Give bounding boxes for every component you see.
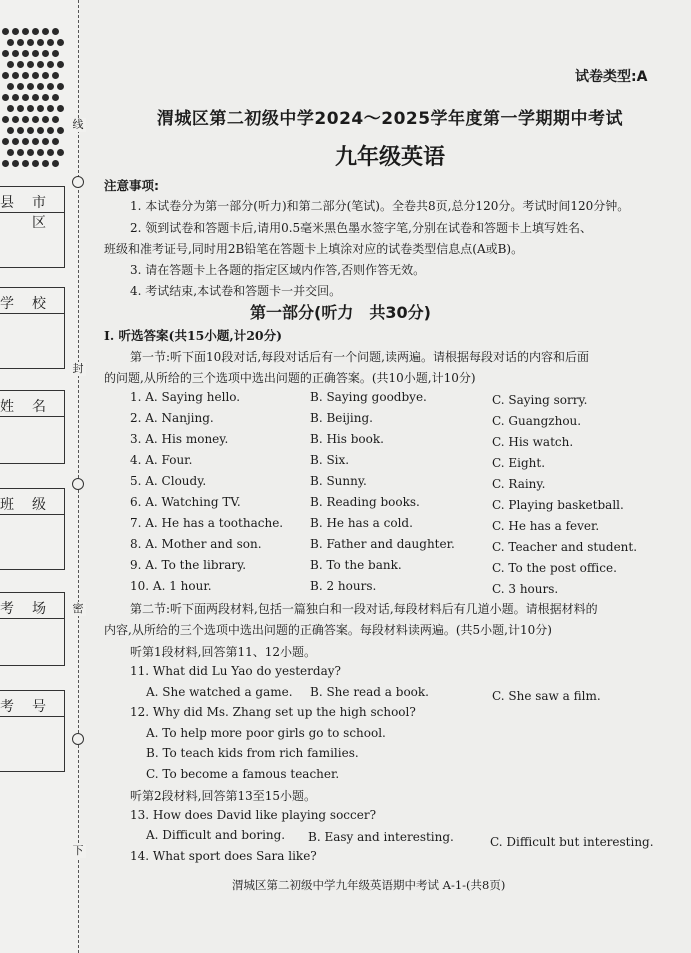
field-class-box xyxy=(0,514,64,515)
binding-hole xyxy=(2,160,9,167)
binding-hole xyxy=(2,94,9,101)
part1-heading: 第一部分(听力 共30分) xyxy=(250,303,431,322)
section2-intro: 第二节:听下面两段材料,包括一篇独白和一段对话,每段材料后有几道小题。请根据材料的 xyxy=(130,602,598,616)
question-2-option-a: 2. A. Nanjing. xyxy=(130,411,214,425)
binding-hole xyxy=(27,83,34,90)
binding-hole xyxy=(52,116,59,123)
option: C. She saw a film. xyxy=(492,689,601,703)
binding-hole xyxy=(12,50,19,57)
page-footer: 渭城区第二初级中学九年级英语期中考试 A-1-(共8页) xyxy=(232,878,506,892)
binding-hole xyxy=(17,83,24,90)
field-room xyxy=(0,592,65,666)
binding-hole xyxy=(47,83,54,90)
binding-hole xyxy=(42,116,49,123)
question-6-option-a: 6. A. Watching TV. xyxy=(130,495,241,509)
note-item: 班级和准考证号,同时用2B铅笔在答题卡上填涂对应的试卷类型信息点(A或B)。 xyxy=(104,242,524,256)
question-12: 12. Why did Ms. Zhang set up the high school? xyxy=(130,705,416,719)
binding-hole xyxy=(42,50,49,57)
field-name-box xyxy=(0,416,64,417)
question-1-option-b: B. Saying goodbye. xyxy=(310,390,427,404)
question-14: 14. What sport does Sara like? xyxy=(130,849,317,863)
question-8-option-a: 8. A. Mother and son. xyxy=(130,537,262,551)
cut-circle xyxy=(72,478,84,490)
cut-mark-line: 线 xyxy=(70,118,86,132)
section1-intro: 第一节:听下面10段对话,每段对话后有一个问题,读两遍。请根据每段对话的内容和后面 xyxy=(130,350,589,364)
question-11: 11. What did Lu Yao do yesterday? xyxy=(130,664,341,678)
paper-type: 试卷类型:A xyxy=(575,69,648,85)
question-2-option-b: B. Beijing. xyxy=(310,411,373,425)
binding-strip xyxy=(0,0,84,953)
question-5-option-c: C. Rainy. xyxy=(492,477,546,491)
option: C. Difficult but interesting. xyxy=(490,835,654,849)
binding-hole xyxy=(52,72,59,79)
cut-mark-down: 下 xyxy=(70,844,86,858)
binding-hole xyxy=(22,94,29,101)
binding-hole xyxy=(32,94,39,101)
question-3-option-b: B. His book. xyxy=(310,432,384,446)
binding-hole xyxy=(47,61,54,68)
binding-hole xyxy=(37,105,44,112)
field-class xyxy=(0,488,65,570)
binding-hole xyxy=(12,138,19,145)
binding-hole xyxy=(32,50,39,57)
binding-hole xyxy=(2,50,9,57)
binding-hole xyxy=(32,72,39,79)
field-school xyxy=(0,287,65,369)
binding-hole xyxy=(7,61,14,68)
binding-hole xyxy=(2,28,9,35)
binding-hole xyxy=(12,94,19,101)
binding-hole xyxy=(47,105,54,112)
binding-hole xyxy=(57,105,64,112)
binding-hole xyxy=(17,127,24,134)
binding-hole xyxy=(52,28,59,35)
binding-hole xyxy=(42,94,49,101)
binding-hole xyxy=(57,39,64,46)
binding-hole xyxy=(42,72,49,79)
binding-hole xyxy=(52,50,59,57)
binding-hole xyxy=(32,28,39,35)
binding-hole xyxy=(57,61,64,68)
binding-hole xyxy=(37,127,44,134)
question-4-option-b: B. Six. xyxy=(310,453,350,467)
question-8-option-c: C. Teacher and student. xyxy=(492,540,638,554)
binding-hole xyxy=(12,160,19,167)
question-3-option-a: 3. A. His money. xyxy=(130,432,229,446)
option: B. Easy and interesting. xyxy=(308,830,454,844)
question-1-option-a: 1. A. Saying hello. xyxy=(130,390,241,404)
cut-mark-secret: 密 xyxy=(70,602,86,616)
question-7-option-b: B. He has a cold. xyxy=(310,516,413,530)
question-10-option-c: C. 3 hours. xyxy=(492,582,559,596)
binding-hole xyxy=(52,160,59,167)
binding-hole xyxy=(42,138,49,145)
binding-hole xyxy=(47,127,54,134)
note-item: 4. 考试结束,本试卷和答题卡一并交回。 xyxy=(130,284,342,298)
question-10-option-a: 10. A. 1 hour. xyxy=(130,579,212,593)
field-name xyxy=(0,390,65,464)
notes-heading: 注意事项: xyxy=(104,178,159,193)
binding-hole xyxy=(42,28,49,35)
binding-hole xyxy=(22,138,29,145)
question-8-option-b: B. Father and daughter. xyxy=(310,537,455,551)
note-item: 1. 本试卷分为第一部分(听力)和第二部分(笔试)。全卷共8页,总分120分。考试时间120分钟。 xyxy=(130,199,630,213)
binding-hole xyxy=(47,39,54,46)
question-5-option-b: B. Sunny. xyxy=(310,474,367,488)
exam-title: 渭城区第二初级中学2024～2025学年度第一学期期中考试 xyxy=(156,109,624,129)
binding-hole xyxy=(12,116,19,123)
section-I-heading: Ⅰ. 听选答案(共15小题,计20分) xyxy=(104,328,283,343)
field-exam-number xyxy=(0,690,65,772)
question-13: 13. How does David like playing soccer? xyxy=(130,808,377,822)
binding-hole xyxy=(12,28,19,35)
material1-instruction: 听第1段材料,回答第11、12小题。 xyxy=(130,645,316,659)
option: A. To help more poor girls go to school. xyxy=(146,726,386,740)
section1-intro: 的问题,从所给的三个选项中选出问题的正确答案。(共10小题,计10分) xyxy=(104,371,476,385)
binding-hole xyxy=(2,72,9,79)
binding-hole xyxy=(37,39,44,46)
field-school-label: 学校 xyxy=(0,296,64,312)
binding-hole xyxy=(32,138,39,145)
field-exam-number-box xyxy=(0,716,64,717)
binding-hole xyxy=(7,105,14,112)
binding-hole xyxy=(22,28,29,35)
binding-hole xyxy=(32,160,39,167)
cut-line xyxy=(78,0,79,953)
question-1-option-c: C. Saying sorry. xyxy=(492,393,588,407)
binding-hole xyxy=(27,105,34,112)
field-name-label: 姓名 xyxy=(0,399,64,415)
field-county xyxy=(0,186,65,268)
question-7-option-c: C. He has a fever. xyxy=(492,519,600,533)
binding-hole xyxy=(12,72,19,79)
binding-hole xyxy=(7,127,14,134)
binding-hole xyxy=(17,61,24,68)
binding-hole xyxy=(27,61,34,68)
binding-hole xyxy=(2,116,9,123)
field-class-label: 班级 xyxy=(0,497,64,513)
material2-instruction: 听第2段材料,回答第13至15小题。 xyxy=(130,789,316,803)
question-4-option-c: C. Eight. xyxy=(492,456,546,470)
note-item: 2. 领到试卷和答题卡后,请用0.5毫米黑色墨水签字笔,分别在试卷和答题卡上填写姓名、 xyxy=(130,221,592,235)
option: B. To teach kids from rich families. xyxy=(146,746,359,760)
binding-hole xyxy=(17,105,24,112)
note-item: 3. 请在答题卡上各题的指定区域内作答,否则作答无效。 xyxy=(130,263,426,277)
question-6-option-b: B. Reading books. xyxy=(310,495,420,509)
binding-hole xyxy=(52,94,59,101)
question-3-option-c: C. His watch. xyxy=(492,435,574,449)
cut-circle xyxy=(72,733,84,745)
binding-hole xyxy=(22,50,29,57)
field-county-box xyxy=(0,212,64,213)
cut-circle xyxy=(72,176,84,188)
field-room-label: 考场 xyxy=(0,601,64,617)
binding-hole xyxy=(7,83,14,90)
binding-hole xyxy=(52,138,59,145)
field-exam-number-label: 考号 xyxy=(0,699,64,715)
option: A. Difficult and boring. xyxy=(146,828,286,842)
binding-hole xyxy=(42,160,49,167)
option: A. She watched a game. xyxy=(146,685,293,699)
binding-hole xyxy=(2,138,9,145)
section2-intro: 内容,从所给的三个选项中选出问题的正确答案。每段材料读两遍。(共5小题,计10分) xyxy=(104,623,552,637)
binding-hole xyxy=(27,149,34,156)
binding-hole xyxy=(22,160,29,167)
binding-hole xyxy=(17,149,24,156)
binding-hole xyxy=(47,149,54,156)
binding-hole xyxy=(7,149,14,156)
binding-hole xyxy=(57,149,64,156)
binding-hole xyxy=(37,61,44,68)
binding-hole xyxy=(57,127,64,134)
field-school-box xyxy=(0,313,64,314)
binding-hole xyxy=(37,83,44,90)
option: B. She read a book. xyxy=(310,685,429,699)
field-room-box xyxy=(0,618,64,619)
binding-hole xyxy=(27,39,34,46)
question-9-option-b: B. To the bank. xyxy=(310,558,402,572)
binding-hole xyxy=(57,83,64,90)
binding-hole xyxy=(7,39,14,46)
question-9-option-a: 9. A. To the library. xyxy=(130,558,247,572)
question-7-option-a: 7. A. He has a toothache. xyxy=(130,516,284,530)
question-2-option-c: C. Guangzhou. xyxy=(492,414,582,428)
binding-holes xyxy=(2,28,64,178)
binding-hole xyxy=(37,149,44,156)
question-9-option-c: C. To the post office. xyxy=(492,561,617,575)
field-county-label: 县市区 xyxy=(0,195,64,231)
cut-mark-seal: 封 xyxy=(70,362,86,376)
binding-hole xyxy=(32,116,39,123)
question-5-option-a: 5. A. Cloudy. xyxy=(130,474,207,488)
binding-hole xyxy=(22,72,29,79)
binding-hole xyxy=(17,39,24,46)
question-4-option-a: 4. A. Four. xyxy=(130,453,193,467)
exam-subtitle: 九年级英语 xyxy=(334,145,445,170)
binding-hole xyxy=(27,127,34,134)
option: C. To become a famous teacher. xyxy=(146,767,340,781)
question-10-option-b: B. 2 hours. xyxy=(310,579,377,593)
question-6-option-c: C. Playing basketball. xyxy=(492,498,624,512)
binding-hole xyxy=(22,116,29,123)
